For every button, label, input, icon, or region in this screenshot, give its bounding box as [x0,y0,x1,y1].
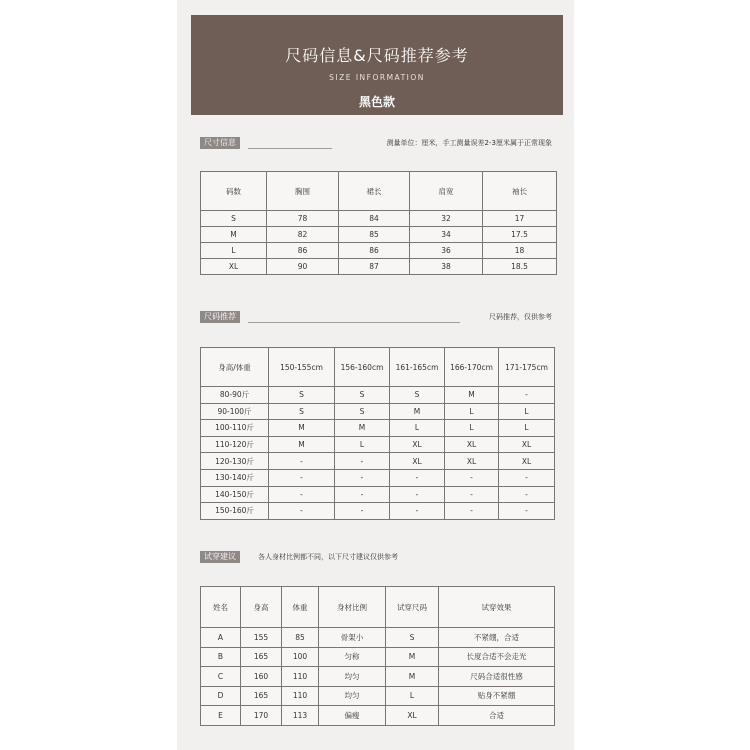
table-cell: L [335,436,390,453]
table-cell: S [335,403,390,420]
table-header-cell: 身高 [241,587,282,628]
table-cell: - [445,486,499,503]
table-cell: S [269,403,335,420]
table-cell: L [499,420,555,437]
table-cell: XL [445,453,499,470]
table-cell: 18 [483,243,557,259]
table-cell: 合适 [439,706,555,726]
table-cell: 18.5 [483,259,557,275]
table-cell: 均匀 [319,686,386,706]
try-on-note: 各人身材比例都不同，以下尺寸建议仅供参考 [258,553,398,561]
table-cell: XL [499,453,555,470]
table-header-cell: 身高/体重 [201,348,269,387]
table-cell: 82 [267,227,339,243]
table-header-cell: 试穿效果 [439,587,555,628]
table-cell: 17 [483,211,557,227]
table-cell: M [269,420,335,437]
table-row [201,469,555,486]
table-cell: 尺码合适很性感 [439,667,555,687]
table-row [201,420,555,437]
table-cell: 84 [339,211,410,227]
table-cell: A [201,628,241,648]
table-cell: 90-100斤 [201,403,269,420]
table-cell: 34 [410,227,483,243]
table-cell: L [386,686,439,706]
table-cell: - [499,469,555,486]
table-cell: - [335,453,390,470]
table-cell: 165 [241,686,282,706]
table-row [201,503,555,520]
table-row [201,387,555,404]
table-cell: M [269,436,335,453]
table-cell: XL [201,259,267,275]
table-cell: - [269,503,335,520]
table-cell: 贴身不紧绷 [439,686,555,706]
size-info-header [200,137,556,149]
table-cell: 110 [282,667,319,687]
table-cell: M [386,667,439,687]
divider-line [248,322,460,323]
table-cell: XL [499,436,555,453]
table-cell: - [335,486,390,503]
table-cell: 偏瘦 [319,706,386,726]
table-cell: S [386,628,439,648]
table-header-row [201,587,555,628]
table-cell: 85 [282,628,319,648]
table-cell: - [269,486,335,503]
table-cell: L [390,420,445,437]
table-cell: 100-110斤 [201,420,269,437]
table-cell: - [269,453,335,470]
try-on-tag: 试穿建议 [200,551,240,563]
table-cell: - [499,387,555,404]
table-cell: M [390,403,445,420]
table-cell: 113 [282,706,319,726]
table-cell: 86 [339,243,410,259]
table-row [201,486,555,503]
table-cell: B [201,647,241,667]
table-row [201,667,555,687]
style-name: 黑色款 [358,95,395,109]
table-cell: 165 [241,647,282,667]
table-row [201,436,555,453]
table-cell: - [390,486,445,503]
table-header-cell: 肩宽 [410,172,483,211]
table-cell: - [335,503,390,520]
table-header-cell: 156-160cm [335,348,390,387]
size-info-note: 测量单位：厘米，手工测量误差2-3厘米属于正常现象 [386,139,552,147]
table-cell: 86 [267,243,339,259]
table-cell: 均匀 [319,667,386,687]
table-cell: 骨架小 [319,628,386,648]
table-header-cell: 166-170cm [445,348,499,387]
table-row [201,211,557,227]
table-cell: XL [390,453,445,470]
table-header-cell: 姓名 [201,587,241,628]
table-header-cell: 身材比例 [319,587,386,628]
divider-line [248,148,332,149]
table-cell: - [499,503,555,520]
table-cell: - [445,503,499,520]
table-cell: - [390,503,445,520]
table-cell: - [499,486,555,503]
table-cell: L [445,403,499,420]
table-cell: XL [386,706,439,726]
table-cell: 110-120斤 [201,436,269,453]
table-header-row [201,348,555,387]
table-cell: S [335,387,390,404]
table-cell: - [445,469,499,486]
table-cell: 85 [339,227,410,243]
table-cell: L [499,403,555,420]
size-info-table [200,171,557,275]
try-on-header [200,551,556,563]
table-header-cell: 171-175cm [499,348,555,387]
size-recommend-note: 尺码推荐，仅供参考 [489,313,552,321]
table-cell: S [390,387,445,404]
table-cell: 不紧绷，合适 [439,628,555,648]
table-cell: S [269,387,335,404]
table-cell: L [445,420,499,437]
table-row [201,227,557,243]
table-row [201,647,555,667]
page-title: 尺码信息&尺码推荐参考 [285,46,469,65]
table-row [201,403,555,420]
table-cell: - [335,469,390,486]
table-cell: M [335,420,390,437]
table-header-cell: 裙长 [339,172,410,211]
table-row [201,243,557,259]
table-cell: - [269,469,335,486]
table-cell: 160 [241,667,282,687]
size-recommend-tag: 尺码推荐 [200,311,240,323]
table-header-cell: 体重 [282,587,319,628]
table-cell: D [201,686,241,706]
table-cell: M [386,647,439,667]
table-cell: 155 [241,628,282,648]
table-cell: L [201,243,267,259]
table-cell: 长度合适不会走光 [439,647,555,667]
size-recommend-header [200,311,556,323]
table-row [201,453,555,470]
table-row [201,259,557,275]
table-cell: 80-90斤 [201,387,269,404]
try-on-table [200,586,555,726]
header-banner [191,15,563,115]
table-cell: E [201,706,241,726]
table-row [201,628,555,648]
table-cell: M [445,387,499,404]
table-cell: 87 [339,259,410,275]
page-subtitle: SIZE INFORMATION [329,73,425,82]
table-row [201,706,555,726]
table-header-cell: 码数 [201,172,267,211]
table-cell: 110 [282,686,319,706]
table-cell: XL [445,436,499,453]
table-cell: 150-160斤 [201,503,269,520]
table-cell: 90 [267,259,339,275]
table-header-cell: 150-155cm [269,348,335,387]
table-cell: XL [390,436,445,453]
table-cell: 140-150斤 [201,486,269,503]
size-recommend-table [200,347,555,520]
table-cell: 120-130斤 [201,453,269,470]
table-cell: 100 [282,647,319,667]
table-cell: S [201,211,267,227]
table-cell: 130-140斤 [201,469,269,486]
table-header-cell: 161-165cm [390,348,445,387]
table-row [201,686,555,706]
table-cell: C [201,667,241,687]
table-header-row [201,172,557,211]
table-cell: 78 [267,211,339,227]
table-cell: 38 [410,259,483,275]
table-header-cell: 袖长 [483,172,557,211]
table-cell: 170 [241,706,282,726]
table-cell: - [390,469,445,486]
table-cell: 匀称 [319,647,386,667]
table-header-cell: 胸围 [267,172,339,211]
table-header-cell: 试穿尺码 [386,587,439,628]
table-cell: 36 [410,243,483,259]
table-cell: 32 [410,211,483,227]
table-cell: M [201,227,267,243]
size-info-tag: 尺寸信息 [200,137,240,149]
table-cell: 17.5 [483,227,557,243]
